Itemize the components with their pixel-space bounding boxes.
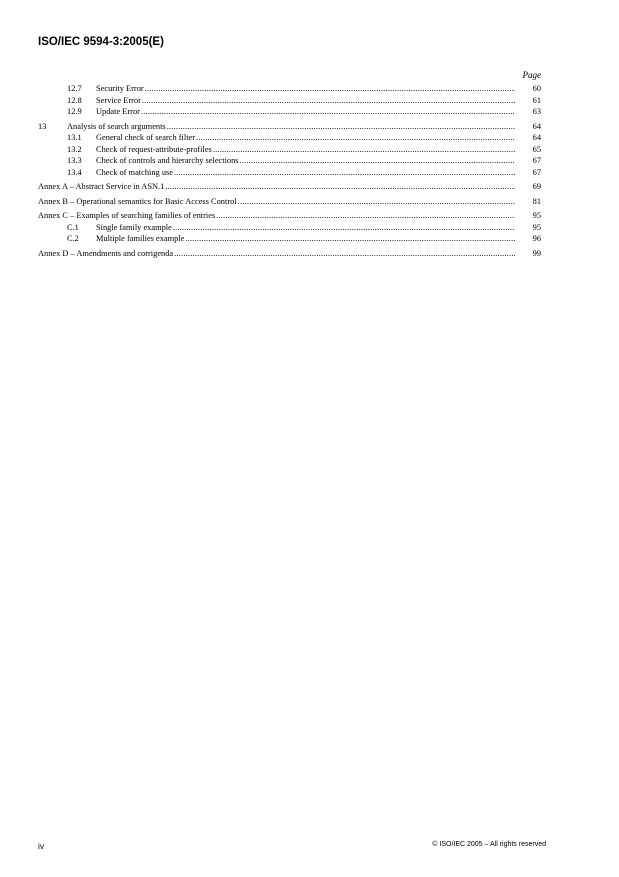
toc-entry-number: 12.7 [67, 84, 82, 93]
toc-entry[interactable] [38, 132, 541, 144]
toc-entry[interactable] [38, 222, 541, 234]
toc-entry-page: 63 [532, 107, 541, 116]
toc-dot-leader [165, 181, 515, 193]
toc-entry[interactable] [38, 144, 541, 156]
toc-entry[interactable] [38, 95, 541, 107]
table-of-contents [38, 83, 541, 259]
toc-entry-page: 61 [532, 95, 541, 105]
toc-entry-title: Check of controls and hierarchy selections [96, 156, 239, 165]
toc-entry-number: 13.2 [67, 144, 82, 154]
toc-entry-annex[interactable] [38, 248, 541, 260]
toc-entry-page: 60 [532, 84, 541, 93]
toc-entry-number: C.1 [67, 222, 79, 232]
toc-entry-title: Check of matching use [96, 167, 173, 177]
toc-entry[interactable] [38, 121, 541, 133]
toc-entry-page: 67 [532, 167, 541, 177]
toc-dot-leader [174, 167, 515, 179]
toc-entry-title: Analysis of search arguments [67, 121, 166, 131]
footer-page-number: iv [38, 841, 45, 851]
toc-entry-title: Service Error [96, 95, 141, 105]
footer-copyright: © ISO/IEC 2005 – All rights reserved [432, 841, 546, 848]
toc-entry-page: 95 [532, 222, 541, 232]
toc-entry-title: Annex B – Operational semantics for Basic Access Control [38, 196, 237, 206]
toc-entry-number: 12.9 [67, 107, 82, 116]
toc-entry-page: 64 [532, 133, 541, 142]
document-header: ISO/IEC 9594-3:2005(E) [38, 36, 164, 48]
toc-entry[interactable] [38, 233, 541, 245]
toc-entry-number: 13 [38, 121, 47, 131]
toc-dot-leader [238, 196, 515, 208]
toc-entry[interactable] [38, 155, 541, 167]
toc-entry-title: Single family example [96, 222, 172, 232]
toc-entry[interactable] [38, 167, 541, 179]
toc-dot-leader [174, 248, 515, 260]
toc-entry-title: Multiple families example [96, 234, 185, 243]
toc-entry-annex[interactable] [38, 181, 541, 193]
toc-entry-page: 99 [532, 248, 541, 258]
toc-entry-page: 69 [532, 182, 541, 191]
toc-entry-title: Annex D – Amendments and corrigenda [38, 248, 174, 258]
toc-entry-number: 13.3 [67, 156, 82, 165]
toc-entry-number: 12.8 [67, 95, 82, 105]
toc-entry-page: 96 [532, 234, 541, 243]
toc-dot-leader [213, 144, 515, 156]
toc-dot-leader [167, 121, 515, 133]
toc-entry[interactable] [38, 83, 541, 95]
toc-entry-title: Security Error [96, 84, 144, 93]
toc-entry-number: C.2 [67, 234, 79, 243]
toc-entry-page: 64 [532, 121, 541, 131]
toc-entry[interactable] [38, 106, 541, 118]
toc-entry-title: Update Error [96, 107, 140, 116]
toc-dot-leader [185, 233, 515, 245]
toc-entry-number: 13.1 [67, 133, 82, 142]
toc-entry-number: 13.4 [67, 167, 82, 177]
toc-entry-page: 81 [532, 196, 541, 206]
toc-entry-page: 95 [532, 211, 541, 220]
toc-dot-leader [196, 132, 515, 144]
toc-dot-leader [173, 222, 515, 234]
toc-entry-annex[interactable] [38, 210, 541, 222]
toc-entry-title: Check of request-attribute-profiles [96, 144, 212, 154]
toc-dot-leader [216, 210, 515, 222]
toc-dot-leader [240, 155, 515, 167]
toc-entry-title: Annex C – Examples of searching families of entries [38, 211, 216, 220]
toc-entry-page: 65 [532, 144, 541, 154]
toc-entry-annex[interactable] [38, 196, 541, 208]
toc-page-heading: Page [522, 70, 541, 80]
toc-dot-leader [142, 95, 515, 107]
toc-dot-leader [141, 106, 515, 118]
toc-dot-leader [145, 83, 515, 95]
toc-entry-title: Annex A – Abstract Service in ASN.1 [38, 182, 165, 191]
toc-entry-page: 67 [532, 156, 541, 165]
toc-entry-title: General check of search filter [96, 133, 196, 142]
